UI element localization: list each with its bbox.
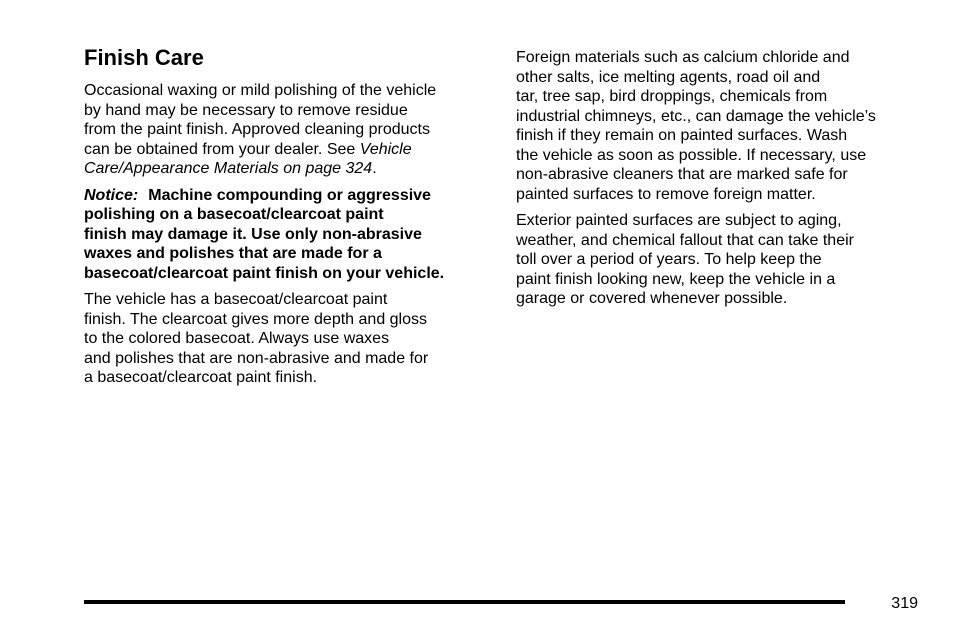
text-line: toll over a period of years. To help keep the	[516, 251, 822, 268]
text-line: from the paint finish. Approved cleaning products	[84, 121, 430, 138]
paragraph-foreign-materials	[516, 48, 926, 204]
section-title: Finish Care	[84, 45, 204, 70]
notice-text: waxes and polishes that are made for a	[84, 245, 382, 262]
text-line: non-abrasive cleaners that are marked safe for	[516, 166, 848, 183]
notice-text: polishing on a basecoat/clearcoat paint	[84, 206, 384, 223]
text-line	[84, 140, 494, 160]
footer-rule	[84, 600, 845, 604]
text-line: finish. The clearcoat gives more depth and gloss	[84, 310, 428, 328]
notice-text: basecoat/clearcoat paint finish on your vehicle.	[84, 264, 445, 282]
text-line: Exterior painted surfaces are subject to aging,	[516, 212, 842, 229]
text-line: painted surfaces to remove foreign matter.	[516, 185, 816, 203]
cross-reference: Vehicle	[359, 140, 412, 158]
paragraph-basecoat	[84, 290, 494, 388]
paragraph-exterior-surfaces	[516, 211, 926, 309]
text-line: the vehicle as soon as possible. If necessary, use	[516, 146, 867, 164]
text-line: industrial chimneys, etc., can damage the vehicle’s	[516, 107, 876, 125]
cross-reference: Care/Appearance Materials on page 324	[84, 160, 373, 177]
text-line: by hand may be necessary to remove residue	[84, 101, 408, 119]
text-segment: can be obtained from your dealer. See	[84, 140, 356, 158]
text-line: Occasional waxing or mild polishing of the vehicle	[84, 82, 437, 99]
text-line	[84, 186, 494, 206]
text-line: other salts, ice melting agents, road oil and	[516, 68, 821, 86]
text-line: paint finish looking new, keep the vehicle in a	[516, 270, 836, 288]
text-line: The vehicle has a basecoat/clearcoat paint	[84, 291, 388, 308]
text-line: tar, tree sap, bird droppings, chemicals from	[516, 88, 828, 105]
notice-label: Notice:	[84, 186, 139, 204]
page-number: 319	[891, 595, 918, 612]
text-line: finish if they remain on painted surfaces. Wash	[516, 127, 848, 144]
text-line: Foreign materials such as calcium chloride and	[516, 49, 850, 66]
notice-block	[84, 186, 494, 284]
text-line: weather, and chemical fallout that can take their	[516, 231, 854, 249]
text-line: garage or covered whenever possible.	[516, 290, 788, 307]
paragraph-waxing	[84, 81, 494, 179]
text-segment: .	[372, 160, 377, 177]
right-column	[516, 44, 926, 316]
text-line: to the colored basecoat. Always use waxes	[84, 330, 390, 347]
text-line: and polishes that are non-abrasive and made for	[84, 349, 429, 367]
text-line	[84, 159, 494, 179]
notice-text: Machine compounding or aggressive	[148, 186, 431, 204]
left-column	[84, 44, 494, 395]
notice-text: finish may damage it. Use only non-abrasive	[84, 225, 422, 243]
text-line: a basecoat/clearcoat paint finish.	[84, 369, 318, 386]
